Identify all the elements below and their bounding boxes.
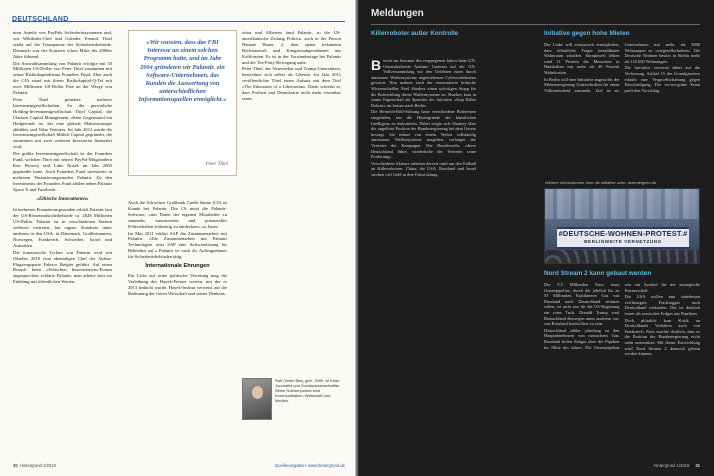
protest-photo	[544, 188, 700, 264]
article-column-2	[128, 200, 227, 450]
paragraph: ztirat und Allierten fand Palantir, so die US-amerikanische Zeitung Politico, auch in der Person Hanane Hauer, 2, dem später bekannten Rechtsanwalt und Kongressabgeordneten aus Kalifornien. Er ist in der Vorstandsetage bei Palantir und der Tea-Party-Bewegung nahe.	[242, 30, 341, 65]
section-title: DEUTSCHLAND	[12, 16, 69, 23]
article-nordstream	[544, 270, 700, 278]
paragraph: Die französische Tochter von Palantir wird seit Oktober 2018 vom ehemaligen Chef der Airbus-Flugzeugsparte Fabrice Brégier geführt. Auf einen Besuch beim »Ethischen Innovationen«-Forum angesprochen, erklärte Palantir, man arbeite stets im Einklang mit öffentlichen Werten.	[13, 249, 112, 285]
paragraph: Verschiedene Akteure arbeiten derzeit rund um den Erdball an Killerrobotern. China, die USA, Russland und Israel stecken viel Geld in ihre Entwicklung.	[371, 160, 476, 177]
paragraph: Auch die Schweizer Großbank Credit Suisse (CS) ist Kunde bei Palantir. Die CS nutzt die Palantir-Software, »um Daten der eigenen Mitarbeiter zu sammeln, auszuwerten und potenzielles Fehlverhalten frühzeitig zu entdecken«, so Jones.	[128, 200, 227, 229]
crowd	[545, 250, 700, 263]
paragraph: Die Initiative verweist dabei auf die Verfassung. Artikel 15 des Grundgesetzes erlaubt eine Vergesellschaftung gegen Entschädigung. Der rot-rot-grüne Senat prüft den Vorschlag.	[624, 65, 700, 93]
paragraph: Peter Thiel gründete mehrere Investmentgesellschaften. So die persönliche Holding-Investmentgesellschaft Thiel Capital, die Clarium Capital Management, deren Gegenstand ein Hedgefonds ist, der eine globale Makrostrategie abbildet, und Valar Ventures. Im Jahr 2012 wurde die Investmentgesellschaft Mithril Capital gegründet, die zusammen mit zwei weiteren Investoren finanziert wird.	[13, 96, 112, 150]
paragraph: Die USA wollen nun stattdessen verflüssigtes Frackinggas nach Deutschland verkaufen. Das ist deutlich teurer als russisches Erdgas aus Pipelines.	[624, 294, 700, 316]
paragraph: In mehreren Finanzierungsrunden erhielt Palantir laut der US-Börsenaufsichtsbehörde ca. 2028 Millionen US-Dollar. Palantir ist in verschiedenen Staaten weltweit vertreten, hat eigene Standorte unter anderem in den USA, in Dänemark, Großbritannien, Norwegen, Frankreich, Schweden, Israel und Australien.	[13, 207, 112, 248]
banner-text: #DEUTSCHE-WOHNEN-PROTEST.#	[558, 229, 688, 238]
page-number: 31	[695, 463, 700, 468]
magazine-issue: Hintergrund 1/2019	[653, 463, 690, 468]
paragraph: Ein Licht auf seine politische Verortung mag die Verleihung des Hayek-Preises werfen, mit der er 2013 bedacht wurde. Hayek-Institut verweist auf die Bedeutung der freien Wirtschaft und seines Denkens.	[128, 272, 227, 296]
article-headline: Killerroboter außer Kontrolle	[371, 30, 459, 37]
paragraph: Die Auswahlsammlung von Palantir erfolgte mit 30 Millionen US-Dollar von Peter Thiel zusammen mit seiner Risikokapitalfirma Founders Fund. Aber auch die CIA stand mit ihrem Risikokapital-Q-Tel mit zwei Millionen US-Dollar Pate an der Wiege von Palantir.	[13, 60, 112, 96]
article-body	[544, 42, 700, 180]
article-body	[544, 282, 700, 448]
banner-subtext: BERLINWEITE VERNETZUNG	[584, 239, 662, 244]
article-column-3	[242, 30, 341, 375]
paragraph: Die Linke will europaweit ermöglichen, dass öffentliche Träger bezahlbaren Wohnraum schaffen. Europaweit lebten rund 11 Prozent der Menschen in Haushalten mit mehr als 40 Prozent Wohnkosten.	[544, 42, 620, 75]
paragraph: Die größte Investmentgesellschaft ist der Founders Fund, welchen Thiel mit seinen PayPal-Mitgründern Ken Howery und Luke Nosek im Jahr 2005 gegründet hatte. Auch Founders Fund investierte in mehreren Finanzierungsrunden Palantir. Zu den Investments des Founders Fund zählen neben Palantir Space X und Facebook.	[13, 151, 112, 192]
paragraph: Deutschland zählte jahrelang zu den Hauptabnehmern von russischem Gas. Russland liefert Erdgas über die Pipeline bis Mitte des Jahres. Die Ostseepipeline war ein Symbol für die strategische Partnerschaft.	[544, 282, 700, 350]
paragraph: Doch plötzlich kam Kritik an Deutschlands Verhalten auch von Frankreich. Paris machte deutlich, dass es die Position der Bundesregierung nicht mehr unterstütze. Mit dieser Entwicklung wird Nord Stream 2 dennoch gebaut werden können.	[624, 317, 700, 357]
page-footer	[13, 463, 345, 468]
photo-background	[545, 189, 700, 219]
section-header	[12, 8, 345, 22]
author-photo	[242, 378, 272, 420]
author-bio: Ralf Oetter Bley, geb. 1989, ist freier Journalist und Sozialwissenschaftler. Seine Schwerpunkte sind Kommunikation, Wirtschaft und Medien.	[275, 378, 341, 403]
article-headline: Nord Stream 2 kann gebaut werden	[544, 270, 652, 277]
page-footer	[653, 463, 700, 468]
paragraph: Die Heinrich-Böll-Stiftung hatte verschiedene Referenten eingeladen, um die Hintergründe der künstlichen Intelligenz zu diskutieren. Dabei zeigte sich Sharkey über die ungelöste Position der Bundesregierung bei dem Gesetz besorgt. Sie müsse von einem Verbot vollständig autonomer Waffensysteme ausgehen, verlangte der Vertreter der Kampagne. Die Bundeswehr, »diese Deutschland führe, wiederholte der Vertreter seine Forderung«.	[371, 109, 476, 160]
section-divider	[371, 24, 700, 25]
right-page	[357, 0, 714, 476]
source-note: Quellenangaben: www.hintergrund.de	[274, 463, 345, 468]
paragraph: Peter Thiel, der Netzwerker und Trump-Unterstützer, bezeichnet sich selbst als Libertär. Im Jahr 2011 veröffentlichte Thiel einen Aufsatz mit dem Titel »The Education of a Libertarian«. Darin schreibt er, dass Freiheit und Demokratie nicht mehr vereinbar seien.	[242, 66, 341, 101]
paragraph: In Berlin will eine Initiative angesichts der Mietensteigerung Unterschriften für einen Volksentscheid sammeln. Ziel ist es, Unternehmen mit mehr als 3000 Wohnungen zu »vergesellschaften«. Die Deutsche Wohnen besitzt in Berlin mehr als 110.000 Wohnungen.	[544, 42, 700, 93]
spread-gutter	[355, 0, 359, 476]
paragraph: Die 9,5 Milliarden Euro teure Ostseepipeline, durch die jährlich bis zu 55 Milliarden Kubikmeter Gas von Russland nach Deutschland strömen sollen, ist nicht nur für die US-Regierung ein rotes Tuch. Donald Trump warf Deutschland deswegen unter anderem vor, von Russland kontrolliert zu sein.	[544, 282, 620, 327]
article-column-1	[13, 30, 112, 450]
quote-attribution: Peter Thiel	[205, 162, 228, 167]
article-body	[371, 58, 476, 448]
section-title: Meldungen	[371, 8, 424, 19]
paragraph: Im Mai 2011 erklärt SAP die Zusammenarbeit mit Palantir. »Die Zusammenarbeit mit Palantir Technologies setzt SAP eine Softwarelösung für Behörden auf.« Palantir ist auch als Auftragnehmer für Sicherheitsbehörden tätig.	[128, 230, 227, 260]
subheading: Internationale Ehrungen	[145, 263, 210, 270]
paragraph: niert Anteile von PayPals Sicherheitssystemen und, wie Wikileaks-Chef und Gründer, Freund. Thiel setzte auf die Transparenz der Sicherheitsbehörde. Demnach war der Konzern schon Mitte der 2000er Jahre führend.	[13, 30, 112, 59]
paragraph: Bereits im Sommer des vergangenen Jahres hatte UN-Generalsekretär António Guterres auf der UN-Vollversammlung vor den Gefahren eines durch autonome Waffensysteme angetriebenen Cyberwettrüstens gewarnt. Nun mahnte auch der renommierte britische Wissenschaftler Noel Sharkey einen sofortigen Stopp für die Entwicklung dieser Waffensysteme an. Sharkey kam in seiner Eigenschaft als Sprecher der Initiative »Stop Killer Robots« im Januar nach Berlin.	[371, 58, 476, 108]
source-note: Weitere Informationen über die Initiative unter: dwenteignen.de	[545, 180, 657, 185]
pull-quote	[128, 30, 237, 176]
quote-text: »Wir wussten, dass das FBI Interesse an einem solchen Programm hatte, und im Jahr 2004 gründeten wir Palantir, ein Software-Unternehmen, das Kunden die Auswertung von unterschiedlichen Informationsquellen ermöglicht.«	[138, 39, 227, 104]
protest-banner	[557, 227, 689, 249]
article-mieten	[544, 30, 700, 41]
article-headline: Initiative gegen hohe Mieten	[544, 30, 630, 37]
drop-cap: B	[371, 58, 382, 73]
subheading: »Ethische Innovationen«	[36, 197, 89, 203]
page-number: 30	[13, 463, 18, 468]
magazine-issue: Hintergrund 1/2019	[20, 463, 56, 468]
author-box	[242, 378, 343, 444]
